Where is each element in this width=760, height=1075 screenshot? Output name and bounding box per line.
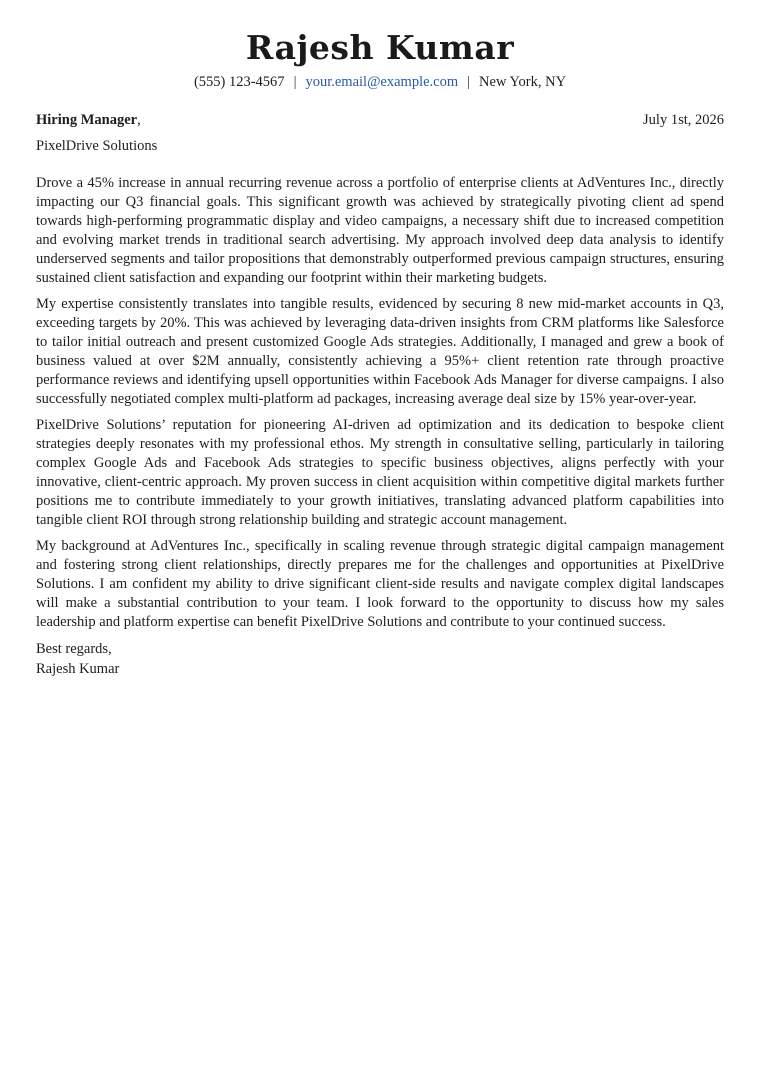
recipient-date-row	[36, 110, 724, 130]
contact-line	[36, 72, 724, 92]
signature-name: Rajesh Kumar	[36, 661, 120, 677]
contact-separator: |	[293, 74, 297, 90]
body-paragraph: My background at AdVentures Inc., specifically in scaling revenue through strategic digital campaign management and fostering strong client relationships, directly prepares me for the challenges and opportunities at PixelDrive Solutions. I am confident my ability to drive significant client-side results and navigate complex digital landscapes will make a substantial contribution to your team. I look forward to the opportunity to discuss how my sales leadership and platform expertise can benefit PixelDrive Solutions and contribute to your continued success.	[36, 538, 724, 630]
location: New York, NY	[479, 74, 567, 90]
recipient-comma: ,	[137, 112, 141, 128]
body-paragraph: My expertise consistently translates into tangible results, evidenced by securing 8 new mid-market accounts in Q3, exceeding targets by 20%. This was achieved by leveraging data-driven insights from CRM platforms like Salesforce to tailor initial outreach and present customized Google Ads strategies. Additionally, I managed and grew a book of business valued at over $2M annually, consistently achieving a 95%+ client retention rate through proactive performance reviews and identifying upsell opportunities within Facebook Ads Manager for diverse campaigns. I also successfully negotiated complex multi-platform ad packages, increasing average deal size by 15% year-over-year.	[36, 296, 724, 407]
body-paragraph: Drove a 45% increase in annual recurring revenue across a portfolio of enterprise clients at AdVentures Inc., directly impacting our Q3 financial goals. This significant growth was achieved by strategically pivoting client ad spend towards high-performing programmatic display and video campaigns, a necessary shift due to increased competition and evolving market trends in traditional search advertising. My approach involved deep data analysis to identify underserved segments and tailor propositions that demonstrably outperformed previous campaign structures, ensuring sustained client satisfaction and expanding our footprint within their marketing budgets.	[36, 175, 724, 286]
body-paragraph: PixelDrive Solutions’ reputation for pioneering AI-driven ad optimization and its dedication to bespoke client strategies deeply resonates with my professional ethos. My strength in consultative selling, particularly in tailoring complex Google Ads and Facebook Ads strategies to specific business objectives, aligns perfectly with your innovative, client-centric approach. My proven success in client acquisition within competitive digital markets further positions me to contribute immediately to your growth initiatives, translating advanced platform capabilities into tangible client ROI through strong relationship building and strategic account management.	[36, 417, 724, 528]
recipient-salutation	[36, 110, 141, 130]
contact-separator: |	[467, 74, 471, 90]
phone-number: (555) 123-4567	[193, 74, 285, 90]
email-link[interactable]: your.email@example.com	[305, 74, 459, 90]
recipient-title: Hiring Manager	[36, 112, 138, 128]
letter-header	[36, 28, 724, 92]
recipient-company: PixelDrive Solutions	[36, 138, 158, 154]
letter-body	[36, 174, 724, 632]
valediction: Best regards,	[36, 641, 112, 657]
letter-closing	[36, 639, 724, 679]
letter-date: July 1st, 2026	[643, 112, 724, 128]
applicant-name: Rajesh Kumar	[245, 28, 515, 67]
